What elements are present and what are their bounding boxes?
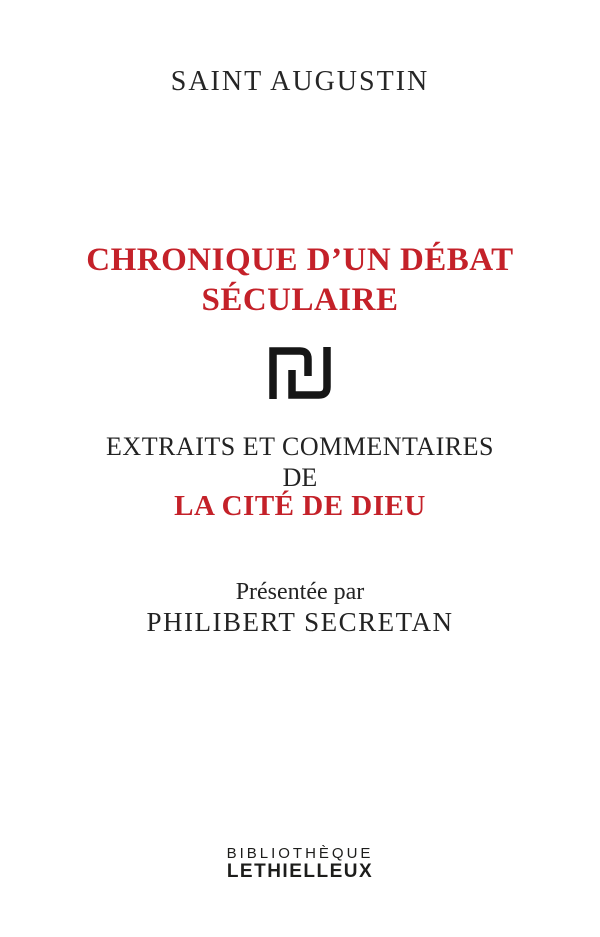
book-title bbox=[0, 240, 600, 320]
author-name: SAINT AUGUSTIN bbox=[170, 66, 430, 97]
book-title-line1: CHRONIQUE D’UN DÉBAT bbox=[86, 242, 514, 278]
subtitle-work-title: LA CITÉ DE DIEU bbox=[174, 490, 426, 522]
presenter-name: PHILIBERT SECRETAN bbox=[146, 607, 454, 637]
publisher-monogram-icon bbox=[0, 347, 600, 401]
presenter-intro: Présentée par bbox=[235, 579, 365, 605]
book-title-line2: SÉCULAIRE bbox=[201, 282, 399, 318]
subtitle-line2: DE bbox=[282, 463, 318, 492]
publisher-name: LETHIELLEUX bbox=[226, 861, 374, 882]
publisher-collection-name: BIBLIOTHÈQUE bbox=[226, 845, 374, 862]
subtitle-line1: EXTRAITS ET COMMENTAIRES bbox=[106, 432, 494, 461]
